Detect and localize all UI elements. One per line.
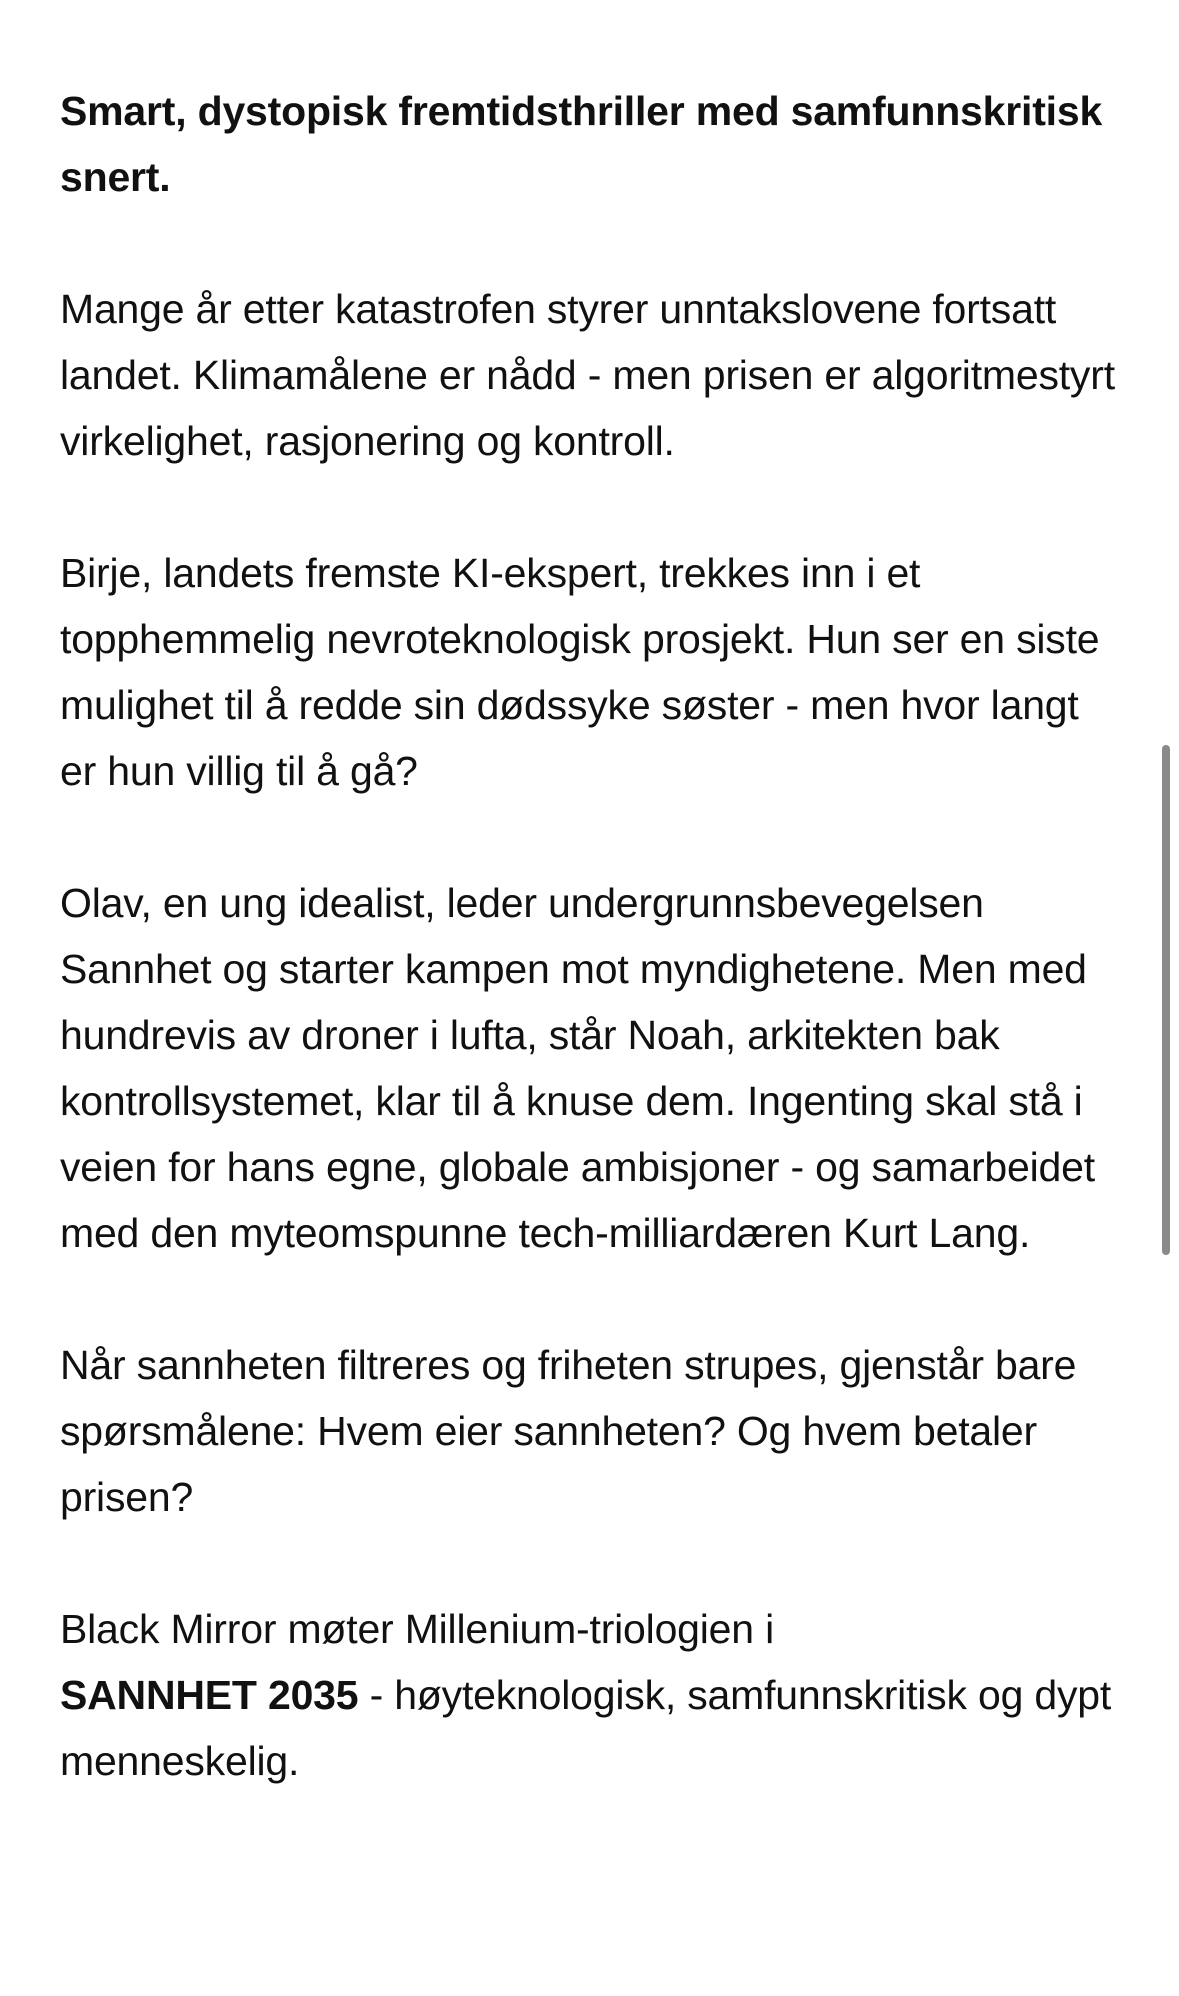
description-paragraph: Når sannheten filtreres og friheten strupes, gjenstår bare spørsmålene: Hvem eier sannheten? Og hvem betaler prisen? [60,1342,1077,1520]
description-paragraph: Olav, en ung idealist, leder undergrunnsbevegelsen Sannhet og starter kampen mot myndighetene. Men med hundrevis av droner i lufta, står Noah, arkitekten bak kontrollsystemet, klar til å knuse dem. Ingenting skal stå i veien for hans egne, globale ambisjoner - og samarbeidet med den myteomspunne tech-milliardæren Kurt Lang. [60,880,1095,1256]
description-paragraph: Mange år etter katastrofen styrer unntakslovene fortsatt landet. Klimamålene er nådd - men prisen er algoritmestyrt virkelighet, rasjonering og kontroll. [60,286,1115,464]
closing-intro: Black Mirror møter Millenium-triologien i [60,1606,774,1652]
description-paragraph: Birje, landets fremste KI-ekspert, trekkes inn i et topphemmelig nevroteknologisk prosjekt. Hun ser en siste mulighet til å redde sin dødssyke søster - men hvor langt er hun villig til å gå? [60,550,1100,794]
closing-outro: - høyteknologisk, samfunnskritisk og dypt menneskelig. [60,1672,1112,1784]
scrollbar[interactable] [1162,0,1174,1996]
book-description [60,78,1120,1860]
scrollbar-thumb[interactable] [1162,745,1170,1255]
description-lead: Smart, dystopisk fremtidsthriller med samfunnskritisk snert. [60,88,1103,200]
book-title: SANNHET 2035 [60,1672,359,1718]
description-closing [60,1596,1120,1794]
